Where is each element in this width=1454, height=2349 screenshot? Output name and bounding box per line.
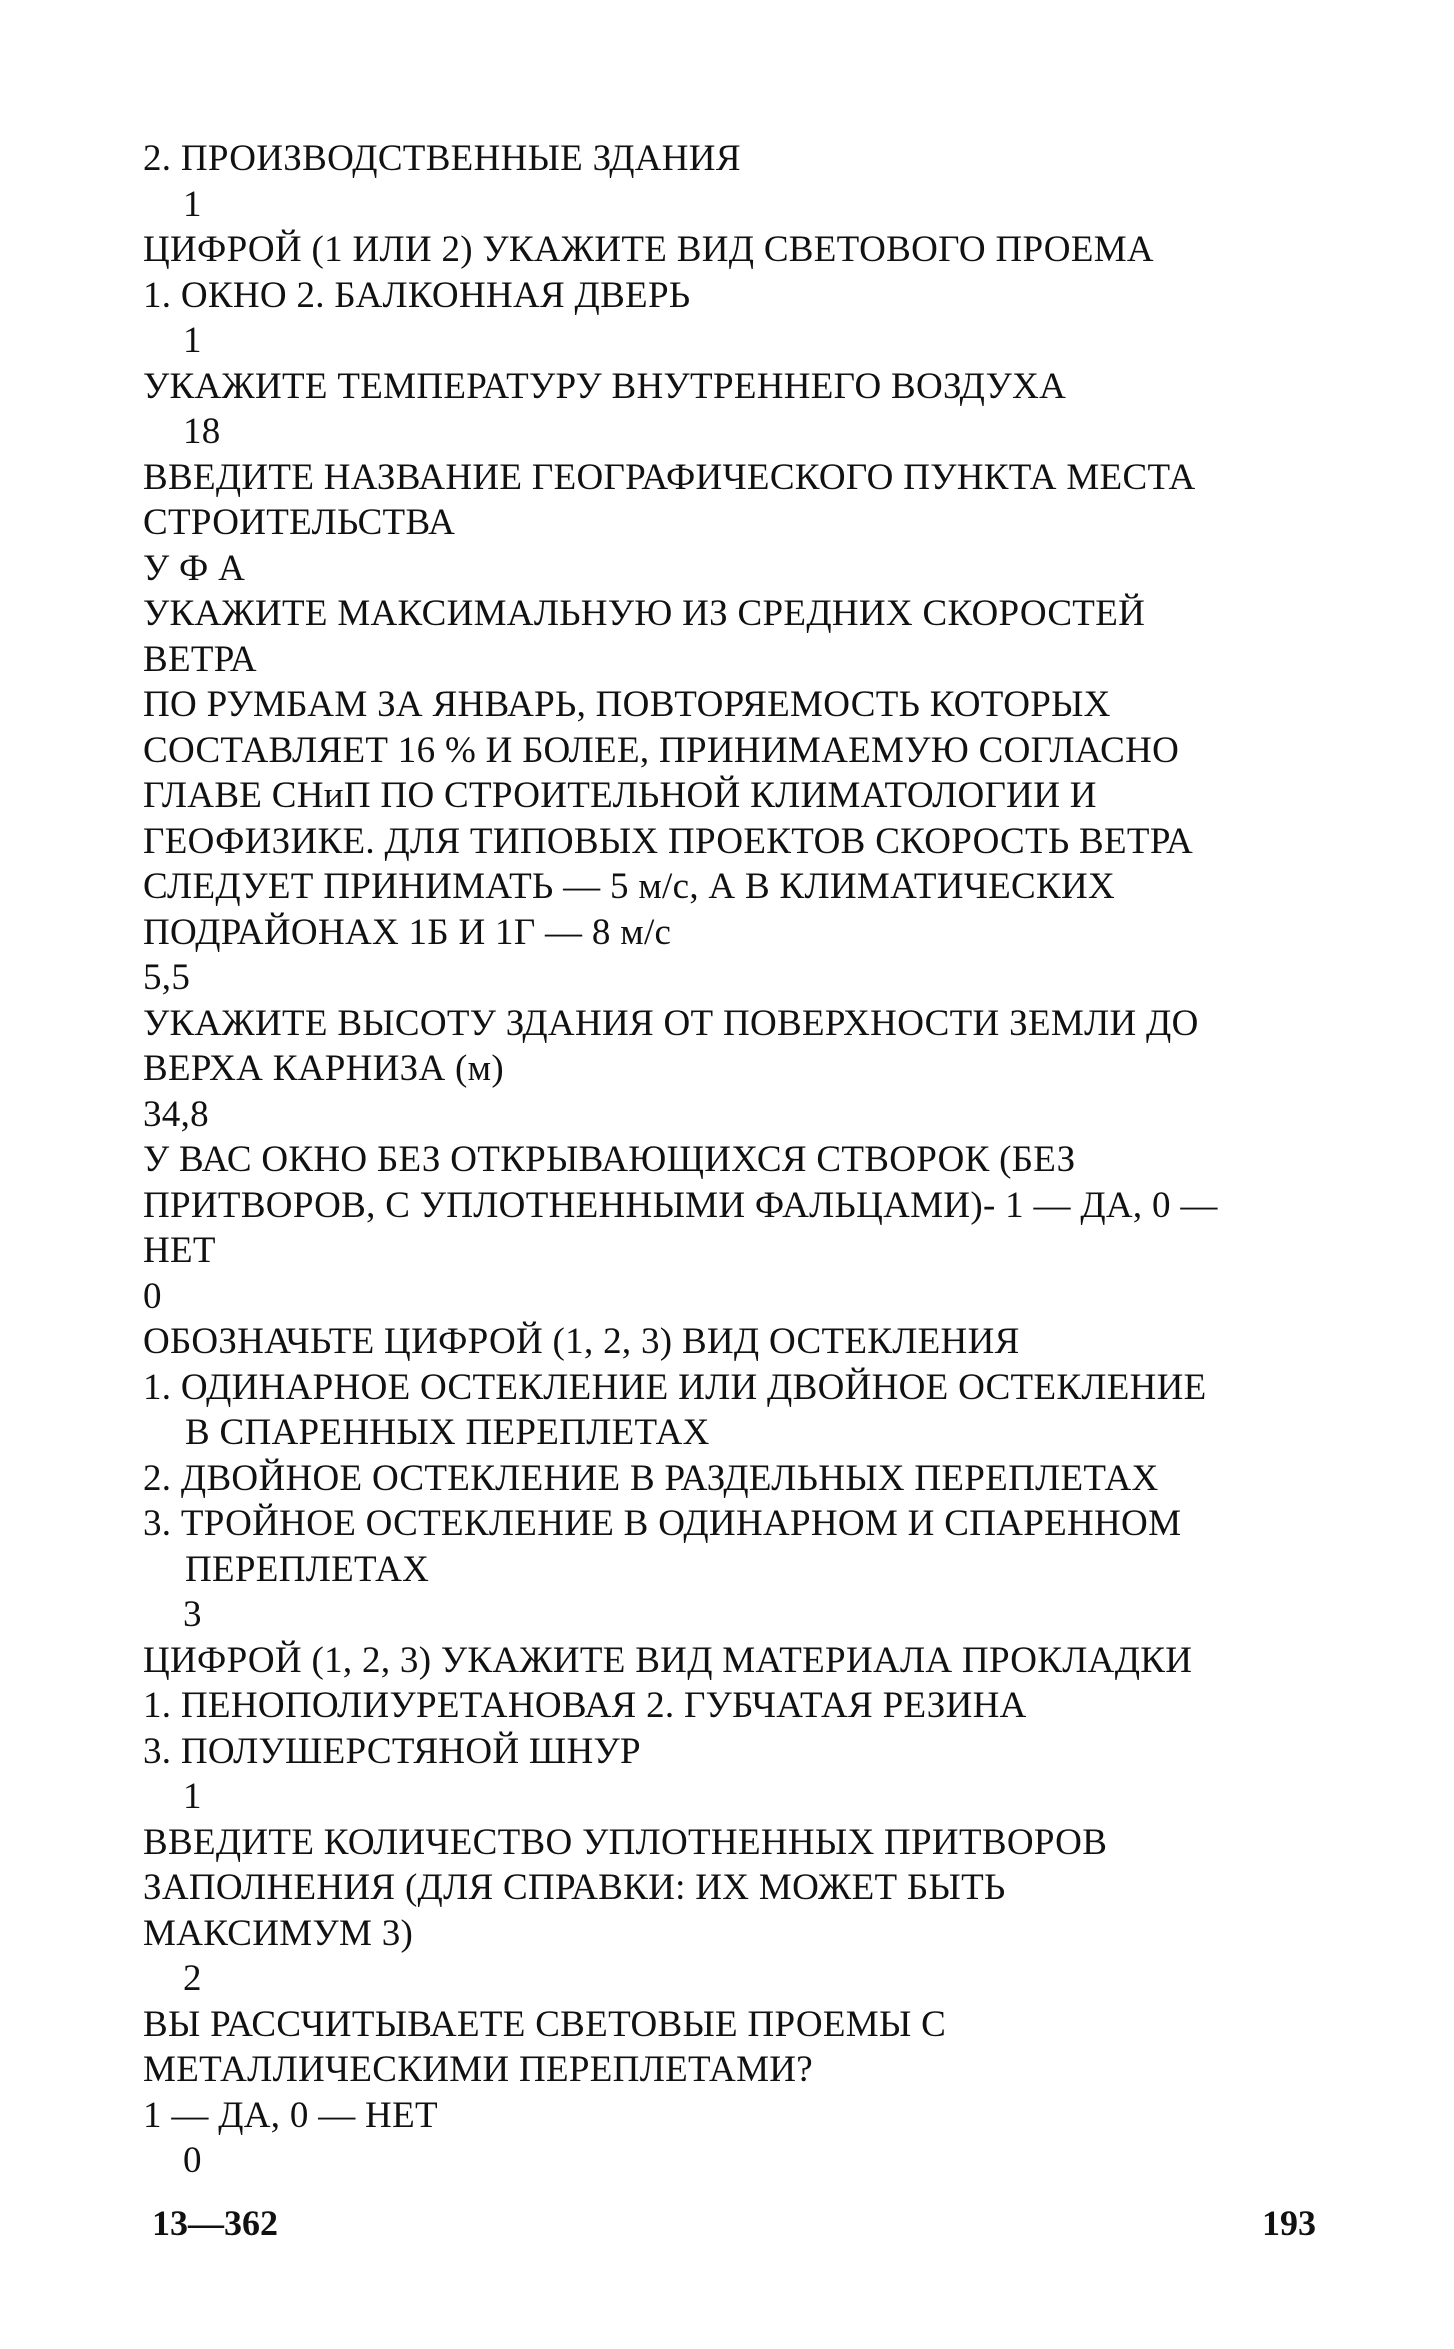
- user-answer: 18: [183, 411, 221, 452]
- user-answer: 1: [183, 183, 202, 225]
- prompt-line: СОСТАВЛЯЕТ 16 % И БОЛЕЕ, ПРИНИМАЕМУЮ СОГЛАСНО: [143, 729, 1180, 771]
- prompt-line: 3. ПОЛУШЕРСТЯНОЙ ШНУР: [143, 1730, 641, 1772]
- prompt-line: НЕТ: [143, 1230, 216, 1271]
- prompt-line: МАКСИМУМ 3): [143, 1912, 414, 1954]
- option-item: 3. ТРОЙНОЕ ОСТЕКЛЕНИЕ В ОДИНАРНОМ И СПАРЕННОМ: [143, 1503, 1182, 1544]
- prompt-line: СЛЕДУЕТ ПРИНИМАТЬ — 5 м/с, А В КЛИМАТИЧЕСКИХ: [143, 866, 1116, 907]
- user-answer: 3: [183, 1594, 202, 1635]
- prompt-line: МЕТАЛЛИЧЕСКИМИ ПЕРЕПЛЕТАМИ?: [143, 2049, 814, 2090]
- printer-signature: 13—362: [152, 2203, 278, 2243]
- prompt-line: СТРОИТЕЛЬСТВА: [143, 502, 456, 543]
- prompt-line: ВЫ РАССЧИТЫВАЕТЕ СВЕТОВЫЕ ПРОЕМЫ С: [143, 2003, 947, 2045]
- prompt-line: ПРИТВОРОВ, С УПЛОТНЕННЫМИ ФАЛЬЦАМИ)- 1 — ДА, 0 —: [143, 1184, 1218, 1226]
- prompt-line: 1. ОКНО 2. БАЛКОННАЯ ДВЕРЬ: [143, 274, 691, 316]
- option-item-continuation: В СПАРЕННЫХ ПЕРЕПЛЕТАХ: [185, 1412, 710, 1453]
- prompt-line: УКАЖИТЕ ТЕМПЕРАТУРУ ВНУТРЕННЕГО ВОЗДУХА: [143, 365, 1067, 407]
- user-answer: 2: [183, 1958, 202, 1999]
- prompt-line: ГЕОФИЗИКЕ. ДЛЯ ТИПОВЫХ ПРОЕКТОВ СКОРОСТЬ ВЕТРА: [143, 820, 1193, 862]
- prompt-line: УКАЖИТЕ ВЫСОТУ ЗДАНИЯ ОТ ПОВЕРХНОСТИ ЗЕМЛИ ДО: [143, 1002, 1199, 1044]
- user-answer: 0: [183, 2140, 202, 2181]
- prompt-line: ВЕТРА: [143, 638, 257, 680]
- user-answer: 1: [183, 320, 202, 361]
- prompt-line: ВВЕДИТЕ КОЛИЧЕСТВО УПЛОТНЕННЫХ ПРИТВОРОВ: [143, 1821, 1108, 1863]
- prompt-line: 1 — ДА, 0 — НЕТ: [143, 2094, 438, 2136]
- prompt-line: ЦИФРОЙ (1 ИЛИ 2) УКАЖИТЕ ВИД СВЕТОВОГО ПРОЕМА: [143, 229, 1154, 270]
- prompt-line: УКАЖИТЕ МАКСИМАЛЬНУЮ ИЗ СРЕДНИХ СКОРОСТЕЙ: [143, 593, 1146, 634]
- user-answer: У Ф А: [143, 547, 246, 589]
- option-item: 2. ДВОЙНОЕ ОСТЕКЛЕНИЕ В РАЗДЕЛЬНЫХ ПЕРЕПЛЕТАХ: [143, 1457, 1159, 1499]
- prompt-line: ПО РУМБАМ ЗА ЯНВАРЬ, ПОВТОРЯЕМОСТЬ КОТОРЫХ: [143, 684, 1111, 725]
- user-answer: 34,8: [143, 1093, 209, 1135]
- page-number: 193: [1262, 2203, 1316, 2243]
- prompt-line: ВВЕДИТЕ НАЗВАНИЕ ГЕОГРАФИЧЕСКОГО ПУНКТА МЕСТА: [143, 456, 1196, 498]
- prompt-line: ЗАПОЛНЕНИЯ (ДЛЯ СПРАВКИ: ИХ МОЖЕТ БЫТЬ: [143, 1867, 1006, 1908]
- prompt-line: ОБОЗНАЧЬТЕ ЦИФРОЙ (1, 2, 3) ВИД ОСТЕКЛЕНИЯ: [143, 1321, 1020, 1362]
- prompt-line: ЦИФРОЙ (1, 2, 3) УКАЖИТЕ ВИД МАТЕРИАЛА ПРОКЛАДКИ: [143, 1639, 1193, 1681]
- prompt-line: ПОДРАЙОНАХ 1Б И 1Г — 8 м/с: [143, 911, 672, 953]
- option-item: 1. ОДИНАРНОЕ ОСТЕКЛЕНИЕ ИЛИ ДВОЙНОЕ ОСТЕКЛЕНИЕ: [143, 1366, 1207, 1408]
- user-answer: 5,5: [143, 957, 191, 998]
- prompt-line: ГЛАВЕ СНиП ПО СТРОИТЕЛЬНОЙ КЛИМАТОЛОГИИ И: [143, 775, 1097, 816]
- prompt-line: 1. ПЕНОПОЛИУРЕТАНОВАЯ 2. ГУБЧАТАЯ РЕЗИНА: [143, 1685, 1027, 1726]
- page-body: [143, 136, 1343, 2184]
- option-item-continuation: ПЕРЕПЛЕТАХ: [185, 1548, 430, 1590]
- section-title: 2. ПРОИЗВОДСТВЕННЫЕ ЗДАНИЯ: [143, 138, 741, 179]
- user-answer: 1: [183, 1776, 202, 1817]
- user-answer: 0: [143, 1275, 162, 1317]
- prompt-line: У ВАС ОКНО БЕЗ ОТКРЫВАЮЩИХСЯ СТВОРОК (БЕЗ: [143, 1139, 1076, 1180]
- prompt-line: ВЕРХА КАРНИЗА (м): [143, 1048, 505, 1089]
